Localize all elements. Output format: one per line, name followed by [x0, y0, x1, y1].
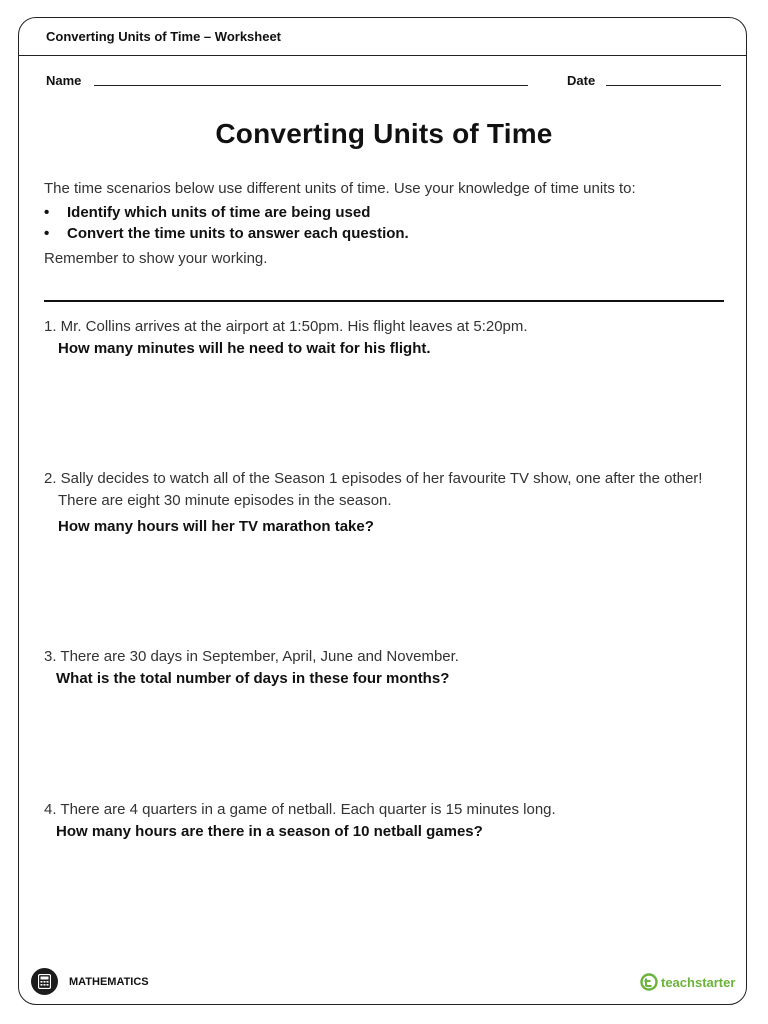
- question-2-text: 2. Sally decides to watch all of the Season 1 episodes of her favourite TV show, one after the other!: [44, 470, 703, 487]
- worksheet-border: [18, 17, 747, 1005]
- calculator-icon: [31, 968, 58, 995]
- teachstarter-logo-icon: [640, 973, 658, 991]
- bullet-text: Identify which units of time are being used: [67, 204, 371, 221]
- question-1-text: 1. Mr. Collins arrives at the airport at 1:50pm. His flight leaves at 5:20pm.: [44, 318, 528, 335]
- header-title: Converting Units of Time – Worksheet: [46, 29, 282, 44]
- bullet-icon: •: [44, 204, 50, 221]
- date-line[interactable]: [606, 85, 721, 86]
- question-4-ask: How many hours are there in a season of 10 netball games?: [56, 823, 483, 840]
- question-3-text: 3. There are 30 days in September, April, June and November.: [44, 648, 459, 665]
- bullet-item: [44, 204, 370, 221]
- section-divider: [44, 300, 724, 302]
- question-2-ask: How many hours will her TV marathon take?: [58, 518, 374, 535]
- footer-subject: MATHEMATICS: [69, 976, 149, 988]
- date-label: Date: [567, 73, 596, 88]
- question-1-ask: How many minutes will he need to wait for his flight.: [58, 340, 431, 357]
- bullet-icon: •: [44, 225, 50, 242]
- intro-text: The time scenarios below use different units of time. Use your knowledge of time units to:: [44, 180, 636, 197]
- question-2-text-cont: There are eight 30 minute episodes in the season.: [58, 492, 392, 509]
- brand-name: teachstarter: [661, 974, 736, 990]
- brand-logo: [640, 973, 735, 991]
- header-divider: [19, 55, 747, 56]
- name-line[interactable]: [94, 85, 528, 86]
- question-4-text: 4. There are 4 quarters in a game of netball. Each quarter is 15 minutes long.: [44, 801, 556, 818]
- reminder-text: Remember to show your working.: [44, 250, 268, 267]
- name-label: Name: [46, 73, 82, 88]
- bullet-text: Convert the time units to answer each question.: [67, 225, 409, 242]
- bullet-item: [44, 225, 409, 242]
- question-3-ask: What is the total number of days in these four months?: [56, 670, 450, 687]
- page-title: Converting Units of Time: [215, 118, 553, 149]
